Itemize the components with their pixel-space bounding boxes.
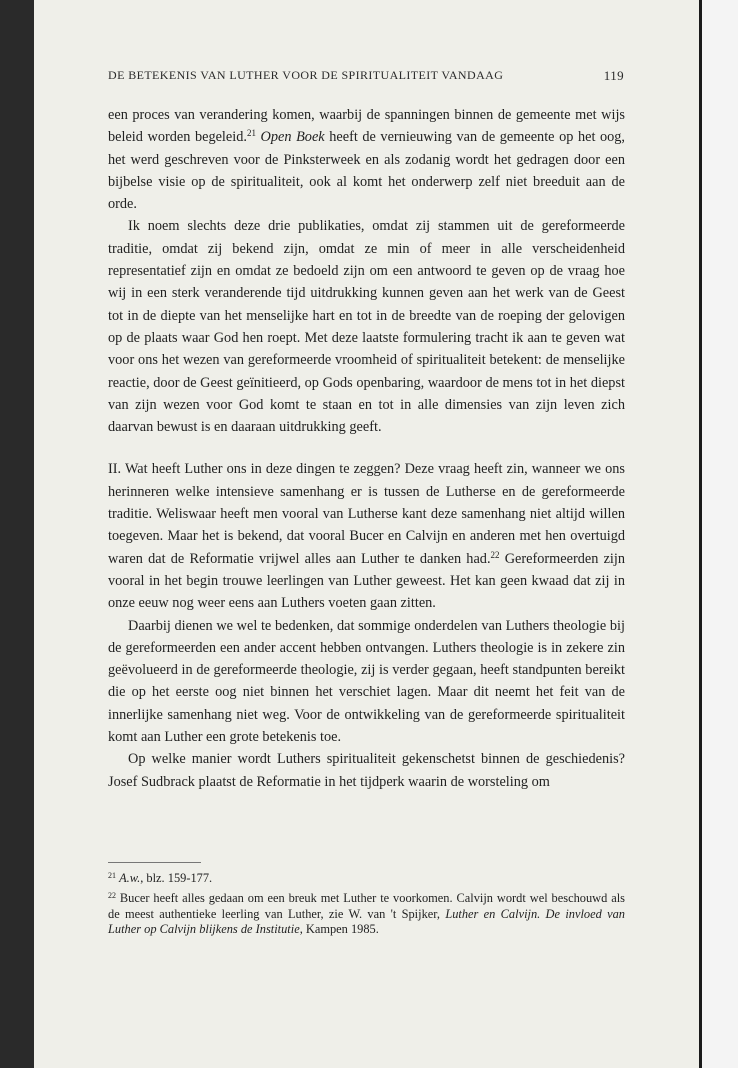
running-header bbox=[108, 68, 624, 88]
footnote-21-mark: 21 bbox=[108, 871, 116, 880]
footnote-rule bbox=[108, 862, 201, 863]
p1-text-b: heeft de vernieuwing van de gemeente op het oog, het werd geschreven voor de Pinksterweek en als zodanig wordt het gedragen door een bijbelse visie op de spiritualiteit, ook al komt het onderwerp zelf niet breeduit aan de orde. bbox=[108, 129, 626, 213]
footnote-22 bbox=[108, 891, 625, 938]
book-title-open-boek: Open Boek bbox=[260, 129, 325, 146]
scan-edge bbox=[699, 0, 738, 1068]
footnote-22-mark: 22 bbox=[108, 890, 116, 900]
p1-text-a: een proces van verandering komen, waarbij de spanningen binnen de gemeente met wijs beleid worden begeleid. bbox=[108, 107, 625, 146]
body-text bbox=[108, 104, 625, 793]
footnote-21 bbox=[108, 871, 625, 887]
page-number: 119 bbox=[603, 68, 624, 83]
footnote-ref-22: 22 bbox=[490, 549, 500, 560]
paragraph-5: Op welke manier wordt Luthers spiritualiteit gekenschetst binnen de geschiedenis? Josef Sudbrack plaatst de Reformatie in het tijdperk waarin de worsteling om bbox=[108, 751, 625, 790]
paragraph-3 bbox=[108, 458, 625, 614]
footnotes bbox=[108, 871, 625, 942]
footnote-22-text: Bucer heeft alles gedaan om een breuk met Luther te voorkomen. Calvijn wordt wel beschouwd als de meest authentieke leerling van Luther, zie W. van 't Spijker, bbox=[108, 890, 625, 921]
p3-text-b: Gereformeerden zijn vooral in het begin trouwe leerlingen van Luther geweest. Het kan geen kwaad dat zij in onze eeuw nog weer eens aan Luthers voeten gaan zitten. bbox=[108, 550, 626, 612]
footnote-21-italic: A.w. bbox=[119, 871, 141, 885]
header-title: DE BETEKENIS VAN LUTHER VOOR DE SPIRITUALITEIT VANDAAG bbox=[108, 68, 504, 82]
paragraph-1 bbox=[108, 104, 625, 215]
paragraph-2: Ik noem slechts deze drie publikaties, omdat zij stammen uit de gereformeerde traditie, omdat zij bekend zijn, omdat ze min of meer in alle verscheidenheid representatief zijn en omdat ze bedoeld zijn om een antwoord te geven op de vraag hoe wij in een sterk veranderende tijd uitdrukking kunnen geven aan het werk van de Geest tot in de diepte van het menselijke hart en tot in de breedte van de roeping der gelovigen op de plaats waar God hen roept. Met deze laatste formulering tracht ik aan te geven wat voor ons het wezen van gereformeerde vroomheid of spiritualiteit betekent: de menselijke reactie, door de Geest geïnitieerd, op Gods openbaring, waardoor de mens tot in het diepst van zijn wezen voor God komt te staan en tot in alle dimensies van zijn leven zich daarvan bewust is en daaraan uitdrukking geeft. bbox=[108, 218, 625, 436]
footnote-21-text: , blz. 159-177. bbox=[140, 871, 213, 885]
p3-text-a: II. Wat heeft Luther ons in deze dingen te zeggen? Deze vraag heeft zin, wanneer we ons herinneren welke intensieve samenhang er is tussen de Lutherse en de gereformeerde traditie. Weliswaar heeft men vooral van Lutherse kant deze samenhang niet altijd willen toegeven. Maar het is bekend, dat vooral Bucer en Calvijn en anderen met hen overtuigd waren dat de Reformatie vrijwel alles aan Luther te danken had. bbox=[108, 461, 625, 567]
footnote-22-tail: , Kampen 1985. bbox=[299, 922, 379, 937]
paragraph-4: Daarbij dienen we wel te bedenken, dat sommige onderdelen van Luthers theologie bij de gereformeerden een ander accent hebben ontvangen. Luthers theologie is in zekere zin geëvolueerd in de gereformeerde theologie, zij is verder gegaan, heeft standpunten bereikt die op het eerste oog niet binnen het verschiet lagen. Maar dit neemt het feit van de innerlijke samenhang niet weg. Voor de ontwikkeling van de gereformeerde spiritualiteit komt aan Luther een grote betekenis toe. bbox=[108, 617, 625, 746]
footnote-22-book-title: Luther en Calvijn. De invloed van Luther op Calvijn blijkens de Institutie bbox=[108, 906, 625, 937]
footnote-ref-21: 21 bbox=[246, 128, 256, 139]
